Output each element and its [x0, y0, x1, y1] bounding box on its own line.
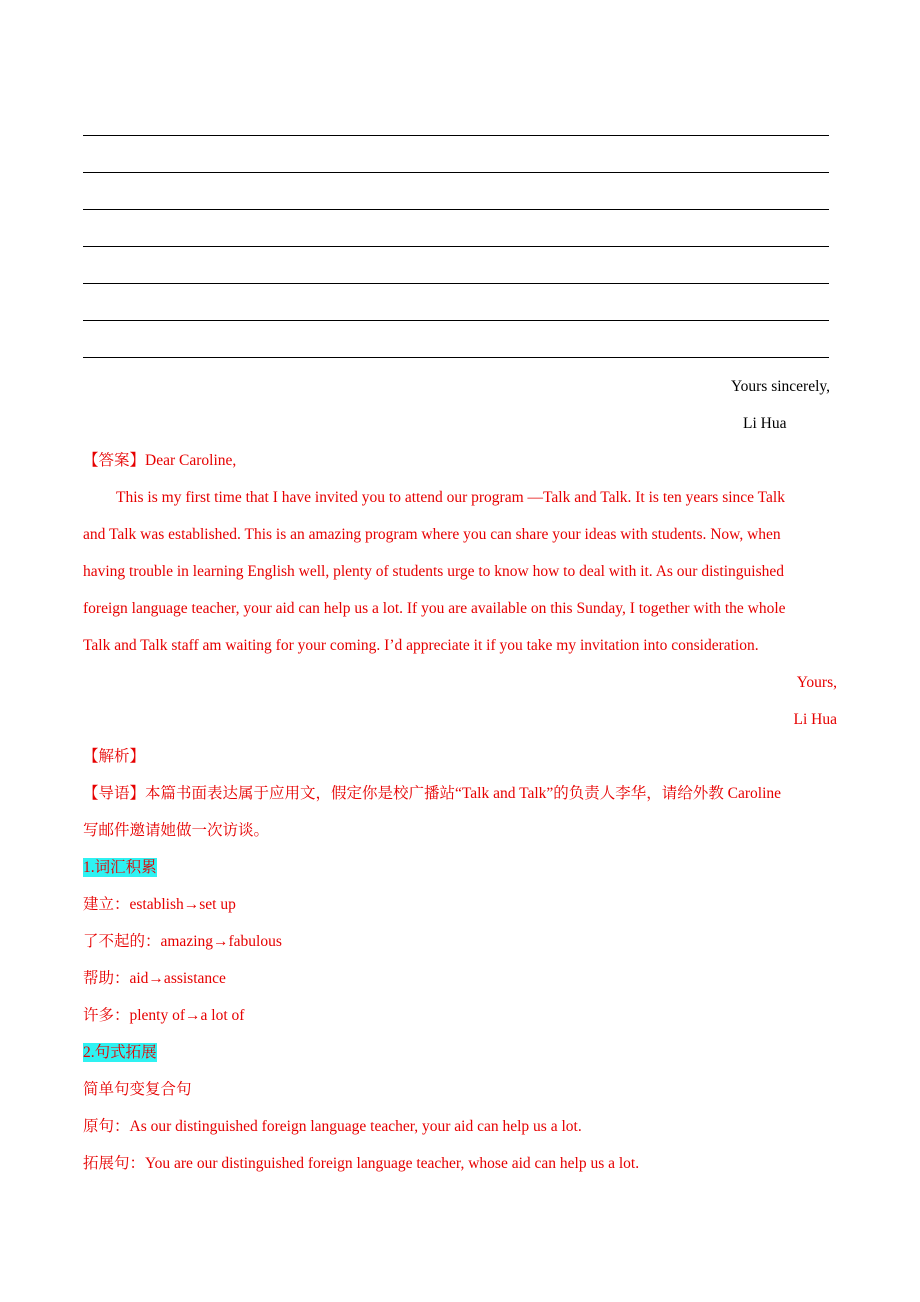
answer-closing: Yours,: [796, 674, 837, 691]
closing-name: Li Hua: [743, 415, 787, 432]
writing-line: [83, 283, 829, 284]
answer-line: foreign language teacher, your aid can help us a lot. If you are available on this Sunday, I together with the whole: [83, 600, 786, 617]
answer-line: having trouble in learning English well, plenty of students urge to know how to deal with it. As our distinguished: [83, 563, 785, 580]
section2-title: [83, 1043, 157, 1063]
analysis-intro-text: 本篇书面表达属于应用文，假定你是校广播站“Talk and Talk”的负责人李华，请给外教 Caroline: [145, 785, 782, 802]
closing-sincerely: Yours sincerely,: [731, 378, 831, 395]
answer-line: and Talk was established. This is an amazing program where you can share your ideas with students. Now, when: [83, 526, 781, 543]
answer-line: Talk and Talk staff am waiting for your coming. I’d appreciate it if you take my invitation into consideration.: [83, 637, 759, 654]
vocab-item: 了不起的：amazing→fabulous: [83, 933, 282, 950]
answer-line: This is my first time that I have invited you to attend our program —Talk and Talk. It is ten years since Talk: [116, 489, 785, 506]
vocab-item: 帮助：aid→assistance: [83, 970, 226, 987]
section1-title-text: 1.词汇积累: [83, 859, 157, 876]
vocab-item: 许多：plenty of→a lot of: [83, 1007, 245, 1024]
analysis-intro-line1: [83, 784, 781, 804]
analysis-intro-label: 【导语】: [83, 785, 146, 802]
pattern-title: 简单句变复合句: [83, 1081, 192, 1098]
writing-line: [83, 135, 829, 136]
writing-line: [83, 172, 829, 173]
analysis-label: 【解析】: [83, 748, 146, 765]
answer-name: Li Hua: [793, 711, 837, 728]
answer-greeting-line: [83, 451, 236, 471]
writing-line: [83, 320, 829, 321]
writing-line: [83, 209, 829, 210]
original-sentence: 原句：As our distinguished foreign language teacher, your aid can help us a lot.: [83, 1118, 582, 1135]
analysis-intro-line2: 写邮件邀请她做一次访谈。: [83, 822, 270, 839]
section1-title: [83, 858, 157, 878]
vocab-item: 建立：establish→set up: [83, 896, 236, 913]
answer-label: 【答案】: [83, 452, 146, 469]
answer-greeting: Dear Caroline,: [145, 452, 237, 469]
writing-line: [83, 357, 829, 358]
expanded-sentence: 拓展句：You are our distinguished foreign language teacher, whose aid can help us a lot.: [83, 1155, 640, 1172]
writing-line: [83, 246, 829, 247]
section2-title-text: 2.句式拓展: [83, 1044, 157, 1061]
